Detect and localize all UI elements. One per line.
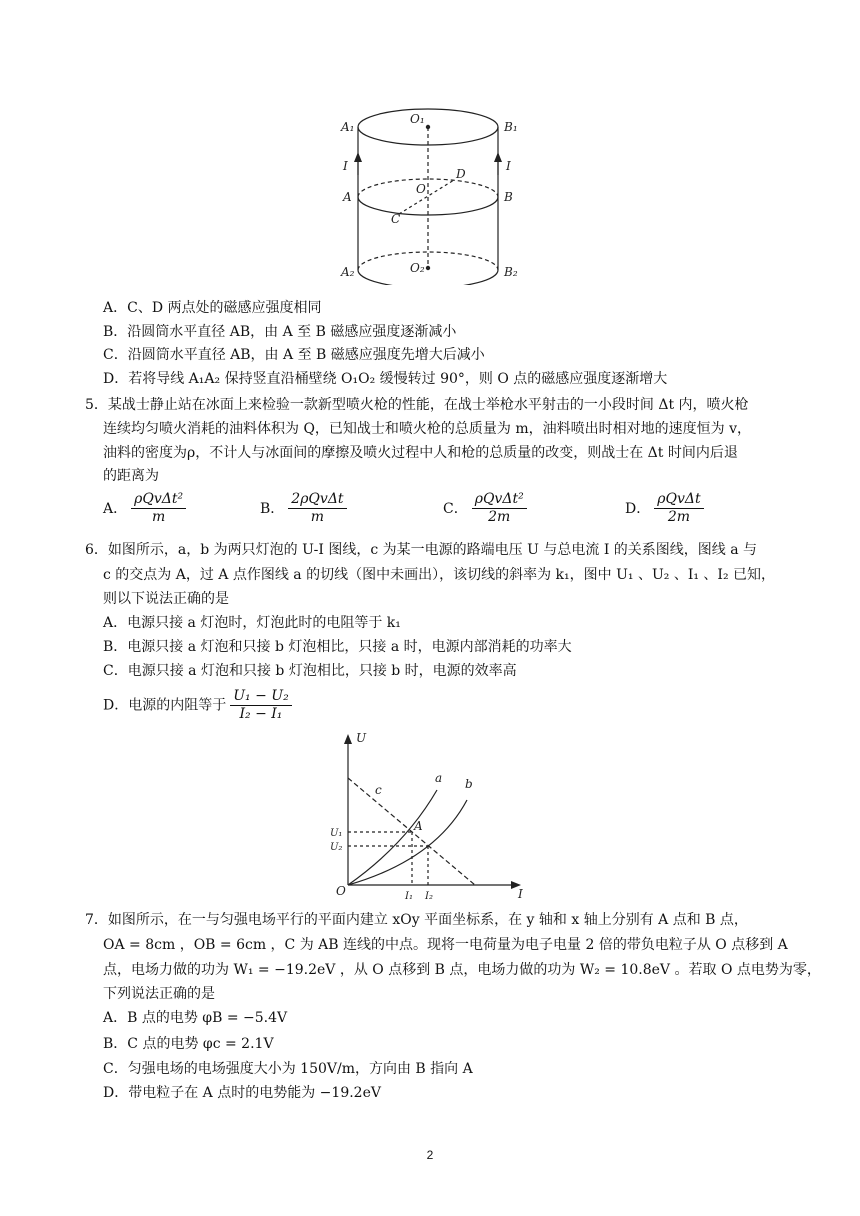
label-I2: I₂ (425, 891, 433, 902)
q6-option-d (103, 688, 296, 723)
label-O2: O₂ (410, 261, 425, 275)
q5-option-d-den: 2m (667, 509, 690, 525)
q5-stem-line4: 的距离为 (103, 468, 159, 484)
q5-option-b-fraction (288, 491, 346, 526)
q6-option-d-prefix: D．电源的内阻等于 (103, 697, 227, 714)
q6-option-d-fraction (230, 688, 291, 723)
q4-option-a: A．C、D 两点处的磁感应强度相同 (103, 300, 322, 316)
label-B1: B₁ (504, 120, 518, 134)
q6-option-b: B．电源只接 a 灯泡和只接 b 灯泡相比，只接 a 时，电源内部消耗的功率大 (103, 639, 572, 655)
q5-option-d (625, 491, 708, 526)
q5-option-c (443, 491, 531, 526)
label-B: B (504, 190, 513, 204)
q6-option-a: A．电源只接 a 灯泡时，灯泡此时的电阻等于 k₁ (103, 615, 401, 631)
q5-option-b-den: m (310, 509, 325, 525)
q5-stem-line2: 连续均匀喷火消耗的油料体积为 Q，已知战士和喷火枪的总质量为 m，油料喷出时相对地的速度恒为 v， (103, 421, 752, 437)
label-origin: O (336, 884, 346, 898)
label-line-c: c (375, 783, 382, 797)
q7-stem-line3: 点，电场力做的功为 W₁ = −19.2eV ，从 O 点移到 B 点，电场力做的功为 W₂ = 10.8eV 。若取 O 点电势为零， (103, 962, 821, 978)
q5-option-c-label: C． (443, 500, 468, 517)
label-B2: B₂ (504, 265, 518, 279)
q5-option-a-label: A． (103, 500, 128, 517)
page-number: 2 (426, 1148, 434, 1162)
label-U1: U₁ (330, 828, 343, 839)
label-A: A (343, 190, 352, 204)
q6-option-d-den: I₂ − I₁ (239, 706, 283, 722)
q4-option-c: C．沿圆筒水平直径 AB，由 A 至 B 磁感应强度先增大后减小 (103, 347, 485, 363)
q5-option-c-fraction (472, 491, 527, 526)
cylinder-figure (330, 105, 530, 285)
label-curve-b: b (465, 777, 473, 791)
q4-option-d: D．若将导线 A₁A₂ 保持竖直沿桶壁绕 O₁O₂ 缓慢转过 90°，则 O 点的磁感应强度逐渐增大 (103, 371, 668, 387)
ui-graph-figure (325, 728, 535, 908)
q5-option-c-den: 2m (488, 509, 511, 525)
q7-option-b: B．C 点的电势 φc = 2.1V (103, 1036, 274, 1052)
q4-option-b: B．沿圆筒水平直径 AB，由 A 至 B 磁感应强度逐渐减小 (103, 324, 457, 340)
q5-stem-line1: 5．某战士静止站在冰面上来检验一款新型喷火枪的性能，在战士举枪水平射击的一小段时间 Δt 内，喷火枪 (85, 397, 749, 413)
q6-option-c: C．电源只接 a 灯泡和只接 b 灯泡相比，只接 b 时，电源的效率高 (103, 663, 517, 679)
q6-option-d-num: U₁ − U₂ (230, 688, 291, 706)
label-A2: A₂ (341, 265, 355, 279)
label-A1: A₁ (341, 120, 355, 134)
q6-stem-line1: 6．如图所示，a，b 为两只灯泡的 U-I 图线，c 为某一电源的路端电压 U 与总电流 I 的关系图线，图线 a 与 (85, 542, 758, 558)
q7-stem-line2: OA = 8cm ，OB = 6cm ，C 为 AB 连线的中点。现将一电荷量为电子电量 2 倍的带负电粒子从 O 点移到 A (103, 937, 788, 953)
label-U2: U₂ (330, 842, 343, 853)
q5-option-b-label: B． (260, 500, 285, 517)
q7-option-d: D．带电粒子在 A 点时的电势能为 −19.2eV (103, 1085, 381, 1101)
q5-option-c-num: ρQvΔt² (472, 491, 527, 509)
q7-stem-line1: 7．如图所示，在一与匀强电场平行的平面内建立 xOy 平面坐标系，在 y 轴和 x 轴上分别有 A 点和 B 点， (85, 912, 748, 928)
label-I-axis: I (518, 887, 523, 901)
q5-option-b-num: 2ρQvΔt (288, 491, 346, 509)
q5-option-d-label: D． (625, 500, 651, 517)
label-I-left: I (343, 159, 348, 173)
q7-option-c: C．匀强电场的电场强度大小为 150V/m，方向由 B 指向 A (103, 1061, 473, 1077)
q5-option-b (260, 491, 351, 526)
label-curve-a: a (435, 771, 443, 785)
label-point-A: A (414, 819, 423, 833)
q7-option-a: A．B 点的电势 φB = −5.4V (103, 1010, 288, 1026)
q5-option-a-den: m (151, 509, 166, 525)
q5-option-a (103, 491, 190, 526)
q5-option-d-fraction (654, 491, 703, 526)
label-C: C (391, 212, 401, 226)
label-U-axis: U (356, 731, 367, 745)
q5-option-a-fraction (131, 491, 186, 526)
q6-stem-line2: c 的交点为 A，过 A 点作图线 a 的切线（图中未画出），该切线的斜率为 k₁，图中 U₁ 、U₂ 、I₁ 、I₂ 已知， (103, 567, 776, 583)
label-O: O (416, 182, 426, 196)
q6-stem-line3: 则以下说法正确的是 (103, 591, 229, 607)
q7-stem-line4: 下列说法正确的是 (103, 986, 215, 1002)
label-I1: I₁ (405, 891, 413, 902)
q5-stem-line3: 油料的密度为ρ，不计人与冰面间的摩擦及喷火过程中人和枪的总质量的改变，则战士在 Δt 时间内后退 (103, 445, 738, 461)
label-I-right: I (506, 159, 511, 173)
label-O1: O₁ (410, 112, 425, 126)
q5-option-a-num: ρQvΔt² (131, 491, 186, 509)
q5-option-d-num: ρQvΔt (654, 491, 703, 509)
label-D: D (456, 167, 466, 181)
